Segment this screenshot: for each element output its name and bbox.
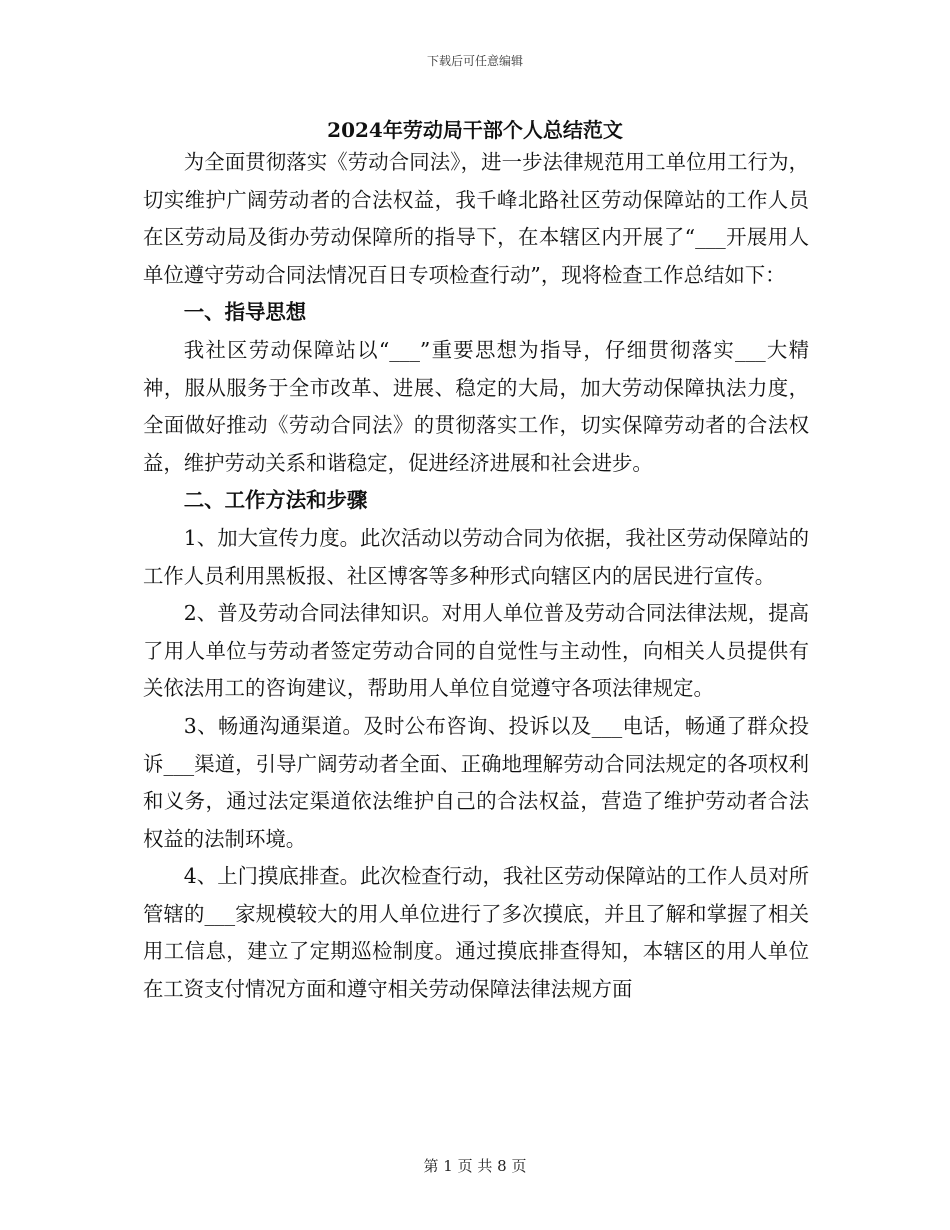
page-number: 第 1 页 共 8 页 [423,1157,527,1175]
section-heading-guiding-ideology: 一、指导思想 [183,300,307,325]
intro-paragraph: 为全面贯彻落实《劳动合同法》，进一步法律规范用工单位用工行为，切实维护广阔劳动者的合法权益，我千峰北路社区劳动保障站的工作人员在区劳动局及街办劳动保障所的指导下，在本辖区内开展了“___开展用人单位遵守劳动合同法情况百日专项检查行动”，现将检查工作总结如下： [143,150,809,287]
document-title: 2024年劳动局干部个人总结范文 [327,118,623,142]
section-heading-methods-and-steps: 二、工作方法和步骤 [183,488,368,513]
page-header-note: 下载后可任意编辑 [426,54,523,68]
body-paragraph: 3、畅通沟通渠道。及时公布咨询、投诉以及___电话，畅通了群众投诉___渠道，引导广阔劳动者全面、正确地理解劳动合同法规定的各项权利和义务，通过法定渠道依法维护自己的合法权益，营造了维护劳动者合法权益的法制环境。 [143,713,809,851]
body-paragraph: 4、上门摸底排查。此次检查行动，我社区劳动保障站的工作人员对所管辖的___家规模较大的用人单位进行了多次摸底，并且了解和掌握了相关用工信息，建立了定期巡检制度。通过摸底排查得知，本辖区的用人单位在工资支付情况方面和遵守相关劳动保障法律法规方面 [143,864,809,1002]
document-body [143,144,809,1009]
body-paragraph: 2、普及劳动合同法律知识。对用人单位普及劳动合同法律法规，提高了用人单位与劳动者签定劳动合同的自觉性与主动性，向相关人员提供有关依法用工的咨询建议，帮助用人单位自觉遵守各项法律规定。 [143,601,809,701]
body-paragraph: 我社区劳动保障站以“___”重要思想为指导，仔细贯彻落实___大精神，服从服务于全市改革、进展、稳定的大局，加大劳动保障执法力度，全面做好推动《劳动合同法》的贯彻落实工作，切实保障劳动者的合法权益，维护劳动关系和谐稳定，促进经济进展和社会进步。 [143,337,809,475]
body-paragraph: 1、加大宣传力度。此次活动以劳动合同为依据，我社区劳动保障站的工作人员利用黑板报、社区博客等多种形式向辖区内的居民进行宣传。 [143,525,809,588]
